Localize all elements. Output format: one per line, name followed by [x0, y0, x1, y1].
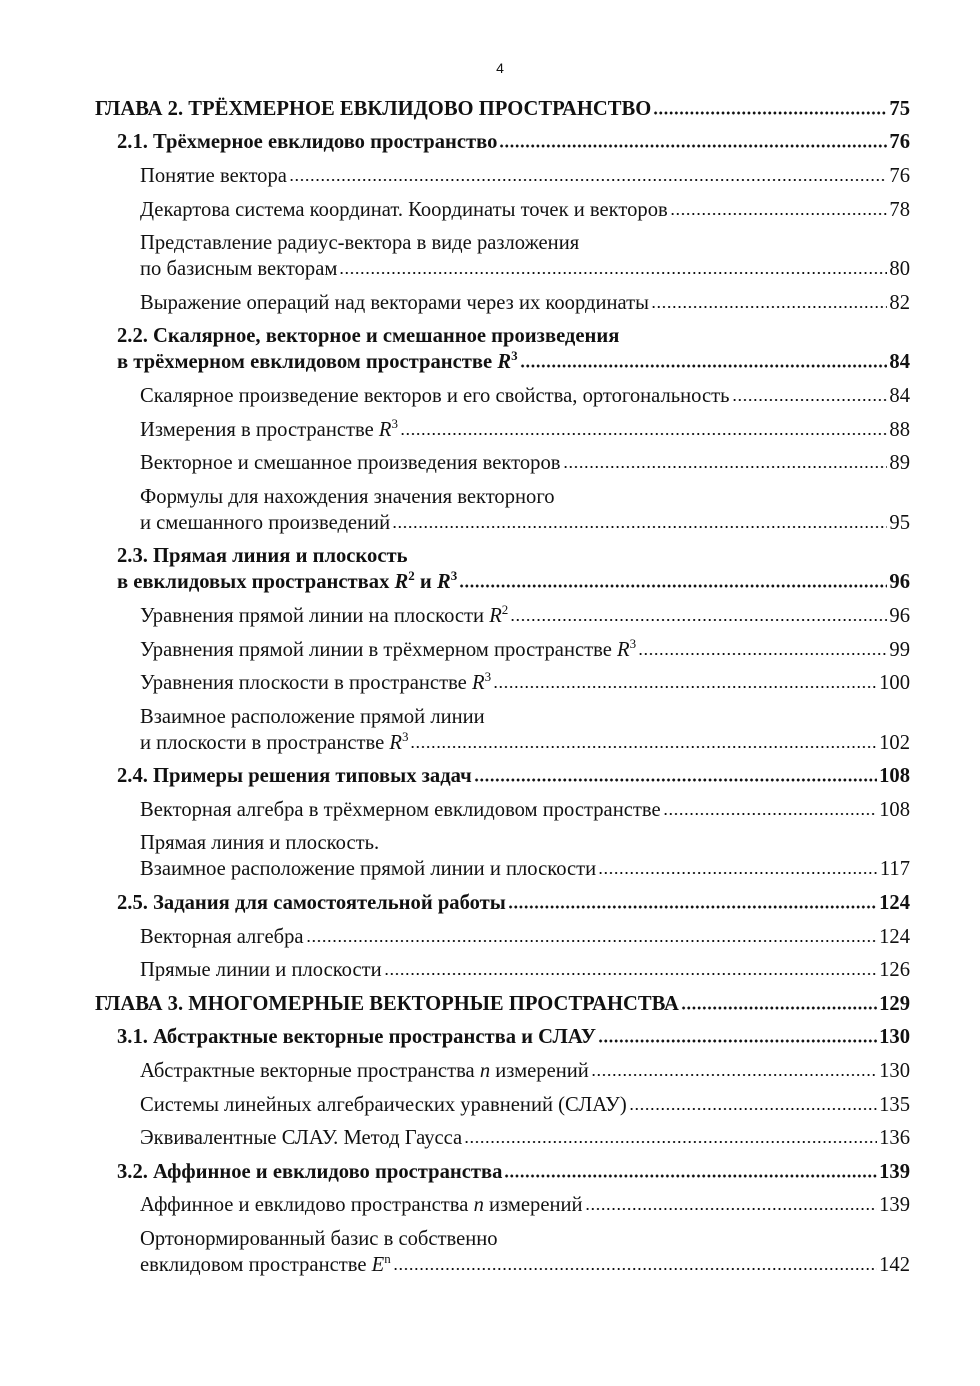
dot-leader [464, 1138, 877, 1144]
entry-title [117, 890, 506, 916]
entry-text: 3.1. Абстрактные векторные пространства и СЛАУ [117, 1026, 597, 1049]
math-symbol: R [389, 731, 402, 754]
math-symbol: R [471, 672, 485, 695]
subsection-entry[interactable] [95, 413, 910, 447]
page-ref: 142 [879, 1254, 910, 1277]
dot-leader [638, 650, 887, 656]
entry-title [140, 417, 398, 443]
entry-title-row [140, 1125, 910, 1151]
entry-title-line1: Взаимное расположение прямой линии [140, 705, 485, 728]
entry-title [140, 603, 508, 629]
page-ref: 76 [889, 164, 910, 187]
entry-title [117, 569, 457, 595]
dot-leader [410, 743, 877, 749]
dot-leader [459, 582, 887, 588]
math-symbol: E [371, 1254, 385, 1277]
chapter-entry[interactable] [95, 92, 910, 126]
entry-text-after: измерений [490, 1060, 589, 1083]
math-symbol: R [617, 638, 630, 661]
entry-text: Выражение операций над векторами через их координаты [140, 291, 649, 314]
entry-title [140, 637, 636, 663]
entry-title [117, 129, 497, 155]
entry-title-row [140, 290, 910, 316]
entry-text: Понятие вектора [140, 164, 287, 187]
entry-text: ГЛАВА 2. ТРЁХМЕРНОЕ ЕВКЛИДОВО ПРОСТРАНСТВО [95, 97, 652, 120]
subsection-entry[interactable] [95, 953, 910, 987]
entry-title [140, 1092, 627, 1118]
entry-text: Уравнения прямой линии в трёхмерном пространстве [140, 638, 617, 661]
page-ref: 80 [889, 258, 910, 281]
superscript: 2 [408, 568, 415, 584]
dot-leader [339, 269, 887, 275]
entry-title [140, 670, 491, 696]
entry-title-line1: Представление радиус-вектора в виде разложения [140, 232, 580, 255]
entry-title [140, 163, 287, 189]
section-entry[interactable] [95, 320, 910, 380]
subsection-entry[interactable] [95, 666, 910, 700]
entry-text: Измерения в пространстве [140, 418, 379, 441]
entry-text: Уравнения плоскости в пространстве [140, 672, 472, 695]
entry-title-line1: Ортонормированный базис в собственно [140, 1228, 498, 1251]
entry-title-row [140, 1092, 910, 1118]
subsection-entry[interactable] [95, 1121, 910, 1155]
page-ref: 99 [889, 638, 910, 661]
section-entry[interactable] [95, 126, 910, 160]
chapter-entry[interactable] [95, 987, 910, 1021]
dot-leader [504, 1172, 877, 1178]
entry-title [117, 349, 518, 375]
entry-title [117, 763, 472, 789]
entry-text: Системы линейных алгебраических уравнений (СЛАУ) [140, 1093, 627, 1116]
entry-text: ГЛАВА 3. МНОГОМЕРНЫЕ ВЕКТОРНЫЕ ПРОСТРАНСТВА [95, 992, 679, 1015]
subsection-entry[interactable] [95, 700, 910, 760]
superscript: 2 [501, 602, 509, 618]
math-symbol: R [436, 571, 451, 594]
entry-title-row [140, 256, 910, 282]
section-entry[interactable] [95, 1155, 910, 1189]
entry-title-row [140, 383, 910, 409]
entry-title-row [140, 417, 910, 443]
subsection-entry[interactable] [95, 599, 910, 633]
page-ref: 84 [889, 384, 910, 407]
page-ref: 135 [879, 1093, 910, 1116]
entry-title [140, 1058, 589, 1084]
entry-title-row [140, 856, 910, 882]
subsection-entry[interactable] [95, 446, 910, 480]
subsection-entry[interactable] [95, 480, 910, 540]
entry-title [140, 856, 596, 882]
subsection-entry[interactable] [95, 193, 910, 227]
entry-title-line1: 2.3. Прямая линия и плоскость [117, 545, 408, 568]
entry-text: Векторное и смешанное произведения векторов [140, 452, 561, 475]
subsection-entry[interactable] [95, 633, 910, 667]
entry-text: Декартова система координат. Координаты точек и векторов [140, 198, 668, 221]
subsection-entry[interactable] [95, 379, 910, 413]
page-ref: 95 [889, 511, 910, 534]
page-ref: 89 [889, 452, 910, 475]
dot-leader [629, 1105, 877, 1111]
subsection-entry[interactable] [95, 1088, 910, 1122]
page-ref: 102 [879, 731, 910, 754]
section-entry[interactable] [95, 540, 910, 600]
superscript: 3 [450, 568, 458, 584]
entry-text: по базисным векторам [140, 258, 338, 281]
superscript: 3 [391, 415, 398, 431]
entry-text: евклидовом пространстве [140, 1254, 372, 1277]
page-ref: 130 [879, 1026, 910, 1049]
subsection-entry[interactable] [95, 1222, 910, 1282]
page-ref: 96 [889, 571, 910, 594]
entry-title-row [140, 510, 910, 536]
page-ref: 129 [879, 992, 910, 1015]
page-ref: 139 [879, 1194, 910, 1217]
dot-leader [732, 396, 888, 402]
superscript: 3 [401, 728, 409, 744]
entry-title-row [140, 924, 910, 950]
page-ref: 96 [889, 604, 910, 627]
page-ref: 82 [889, 291, 910, 314]
dot-leader [598, 869, 878, 875]
entry-title-row [117, 1159, 910, 1185]
entry-title-row [140, 603, 910, 629]
dot-leader [392, 523, 887, 529]
entry-title [140, 730, 408, 756]
section-entry[interactable] [95, 886, 910, 920]
entry-text-after: и [414, 571, 437, 594]
entry-title [140, 197, 668, 223]
page-ref: 108 [879, 798, 910, 821]
entry-title [140, 1252, 391, 1278]
superscript: 3 [511, 348, 518, 364]
entry-title [140, 450, 561, 476]
subsection-entry[interactable] [95, 286, 910, 320]
entry-title [95, 991, 679, 1017]
entry-text: и смешанного произведений [140, 511, 391, 534]
math-symbol: R [394, 571, 409, 594]
page-number: 4 [496, 60, 504, 76]
entry-title-row [117, 763, 910, 789]
entry-title [117, 1024, 596, 1050]
dot-leader [651, 303, 887, 309]
entry-title [95, 96, 651, 122]
entry-text: 3.2. Аффинное и евклидово пространства [117, 1160, 503, 1183]
entry-title-row [117, 129, 910, 155]
dot-leader [681, 1004, 877, 1010]
entry-title [140, 797, 661, 823]
math-symbol: R [497, 351, 512, 374]
dot-leader [499, 142, 887, 148]
entry-title [117, 1159, 502, 1185]
entry-title-row [95, 96, 910, 122]
entry-title-row [117, 349, 910, 375]
entry-title-row [117, 1024, 910, 1050]
entry-title [140, 256, 337, 282]
section-entry[interactable] [95, 1021, 910, 1055]
entry-text: Эквивалентные СЛАУ. Метод Гаусса [140, 1127, 463, 1150]
dot-leader [384, 970, 877, 976]
math-symbol: n [473, 1194, 484, 1217]
page-ref: 136 [879, 1127, 910, 1150]
dot-leader [653, 109, 887, 115]
entry-text: Скалярное произведение векторов и его свойства, ортогональность [140, 384, 730, 407]
page-ref: 84 [889, 351, 910, 374]
entry-text: 2.4. Примеры решения типовых задач [117, 765, 472, 788]
dot-leader [306, 937, 878, 943]
dot-leader [563, 463, 888, 469]
dot-leader [663, 810, 878, 816]
entry-title-row [117, 890, 910, 916]
page-ref: 78 [889, 198, 910, 221]
entry-title [140, 1125, 462, 1151]
dot-leader [520, 362, 888, 368]
dot-leader [510, 616, 887, 622]
entry-title-line1: Прямая линия и плоскость. [140, 832, 380, 855]
section-entry[interactable] [95, 760, 910, 794]
math-symbol: n [479, 1060, 491, 1083]
subsection-entry[interactable] [95, 1189, 910, 1223]
entry-title-row [140, 197, 910, 223]
page-ref: 139 [879, 1160, 910, 1183]
superscript: 3 [629, 635, 637, 651]
dot-leader [493, 683, 877, 689]
superscript: n [384, 1251, 391, 1267]
superscript: 3 [484, 669, 492, 685]
dot-leader [400, 430, 887, 436]
entry-title-line1: 2.2. Скалярное, векторное и смешанное произведения [117, 325, 620, 348]
page-ref: 88 [889, 418, 910, 441]
entry-title-row [140, 1252, 910, 1278]
page-ref: 75 [889, 97, 910, 120]
entry-text: Векторная алгебра в трёхмерном евклидовом пространстве [140, 798, 661, 821]
dot-leader [585, 1205, 878, 1211]
entry-text: Прямые линии и плоскости [140, 959, 382, 982]
entry-title-line1: Формулы для нахождения значения векторного [140, 485, 555, 508]
subsection-entry[interactable] [95, 1054, 910, 1088]
dot-leader [289, 176, 887, 182]
page-ref: 126 [879, 959, 910, 982]
page-ref: 117 [879, 858, 910, 881]
math-symbol: R [489, 604, 502, 627]
dot-leader [591, 1071, 877, 1077]
table-of-contents [95, 92, 910, 1282]
entry-title-row [140, 670, 910, 696]
page-ref: 130 [879, 1060, 910, 1083]
entry-text: Взаимное расположение прямой линии и плоскости [140, 858, 597, 881]
dot-leader [598, 1037, 877, 1043]
entry-title [140, 510, 390, 536]
subsection-entry[interactable] [95, 793, 910, 827]
entry-title-row [140, 957, 910, 983]
entry-text: в трёхмерном евклидовом пространстве [117, 351, 498, 374]
entry-text: Уравнения прямой линии на плоскости [140, 604, 490, 627]
entry-title-row [140, 163, 910, 189]
subsection-entry[interactable] [95, 226, 910, 286]
entry-text: Аффинное и евклидово пространства [140, 1194, 474, 1217]
entry-title-row [140, 730, 910, 756]
dot-leader [508, 903, 877, 909]
entry-text: Абстрактные векторные пространства [140, 1060, 480, 1083]
entry-text: в евклидовых пространствах [117, 571, 395, 594]
entry-text: 2.1. Трёхмерное евклидово пространство [117, 131, 498, 154]
page-ref: 76 [889, 131, 910, 154]
entry-title-row [140, 797, 910, 823]
entry-text: Векторная алгебра [140, 925, 304, 948]
page-ref: 124 [879, 925, 910, 948]
page-ref: 124 [879, 892, 910, 915]
subsection-entry[interactable] [95, 159, 910, 193]
entry-text-after: измерений [483, 1194, 583, 1217]
entry-title-row [95, 991, 910, 1017]
subsection-entry[interactable] [95, 920, 910, 954]
math-symbol: R [378, 418, 392, 441]
entry-text: и плоскости в пространстве [140, 731, 390, 754]
entry-title [140, 957, 382, 983]
page-ref: 100 [879, 672, 910, 695]
entry-title [140, 383, 730, 409]
entry-title-row [140, 1058, 910, 1084]
entry-title-row [140, 450, 910, 476]
dot-leader [474, 776, 877, 782]
subsection-entry[interactable] [95, 827, 910, 887]
entry-title [140, 924, 304, 950]
dot-leader [670, 210, 888, 216]
page-ref: 108 [879, 765, 910, 788]
entry-title [140, 290, 649, 316]
entry-title-row [140, 1192, 910, 1218]
entry-title-row [140, 637, 910, 663]
entry-title-row [117, 569, 910, 595]
dot-leader [393, 1265, 877, 1271]
entry-title [140, 1192, 583, 1218]
entry-text: 2.5. Задания для самостоятельной работы [117, 892, 506, 915]
